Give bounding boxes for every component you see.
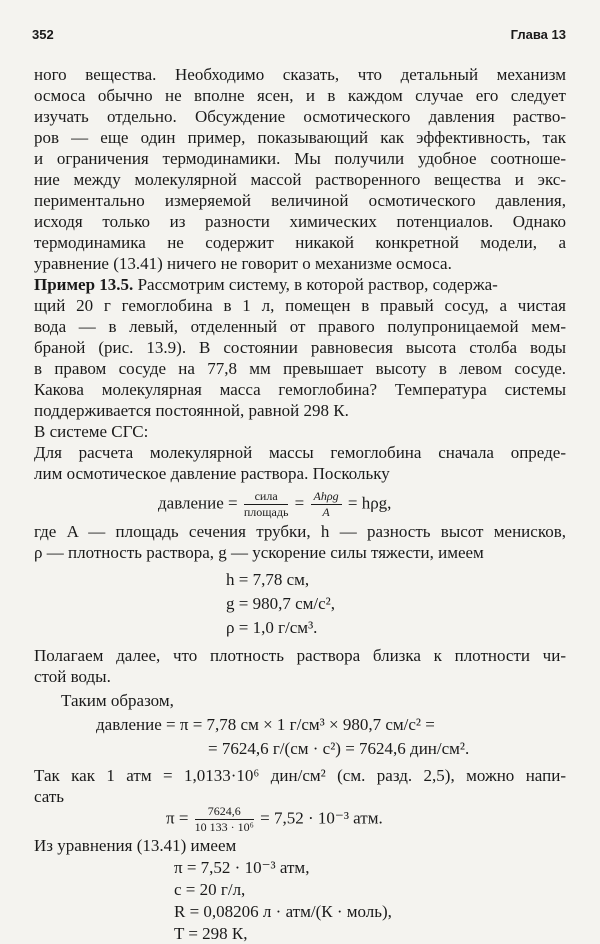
chapter-title: Глава 13 xyxy=(510,27,566,42)
text-line: Какова молекулярная масса гемоглобина? Температура системы xyxy=(34,380,566,399)
text-line: стой воды. xyxy=(34,667,111,686)
text-line: уравнение (13.41) ничего не говорит о механизме осмоса. xyxy=(34,254,452,273)
text-line: Из уравнения (13.41) имеем xyxy=(34,836,237,855)
text-line: Так как 1 атм = 1,0133·10⁶ дин/см² (см. разд. 2,5), можно напи- xyxy=(34,766,566,785)
equation-pressure-result: = 7624,6 г/(см · с²) = 7624,6 дин/см². xyxy=(208,739,470,758)
text-line: в правом сосуде на 77,8 мм превышает высоту в левом сосуде. xyxy=(34,359,566,378)
value-rho: ρ = 1,0 г/см³. xyxy=(226,618,318,637)
value-g: g = 980,7 см/с², xyxy=(226,594,336,613)
value-c: c = 20 г/л, xyxy=(174,880,246,899)
text-line: периментально измеряемой величиной осмотического давления, xyxy=(34,191,566,210)
example-first-line xyxy=(34,274,566,295)
text-line: вода — в левый, отделенный от правого полупроницаемой мем- xyxy=(34,317,566,336)
text-line: поддерживается постоянной, равной 298 К. xyxy=(34,401,349,420)
fraction-pressure-ratio: $\frac{7624,6}{\text{10 133 · 10⁶}}$ xyxy=(194,804,254,834)
fraction-ahrog: $\frac{\text{Ahρg}}{A}$ xyxy=(311,490,342,519)
value-t: T = 298 К, xyxy=(174,924,248,943)
equation-pi-atm: π = $\frac{7624,6}{\text{10 133 · 10⁶}}$ = 7,52 · 10⁻³ атм. xyxy=(166,804,383,834)
text-line: ров — еще один пример, показывающий как эффективность, так xyxy=(34,128,566,147)
value-r: R = 0,08206 л · атм/(К · моль), xyxy=(174,902,392,921)
page-number: 352 xyxy=(32,27,54,42)
text-line: браной (рис. 13.9). В состоянии равновесия высота столба воды xyxy=(34,338,566,357)
text-line: Таким образом, xyxy=(61,691,174,710)
example-text: Рассмотрим систему, в которой раствор, содержа- xyxy=(137,275,498,294)
text-line: щий 20 г гемоглобина в 1 л, помещен в правый сосуд, а чистая xyxy=(34,296,566,315)
text-line: исходя только из разности химических потенциалов. Однако xyxy=(34,212,566,231)
example-label: Пример 13.5. xyxy=(34,275,134,294)
text-line: ние между молекулярной массой растворенного вещества и экс- xyxy=(34,170,566,189)
fraction-force-area: $\frac{\text{сила}}{\text{площадь}}$ xyxy=(243,489,289,519)
text-line: термодинамика не содержит никакой конкретной модели, а xyxy=(34,233,566,252)
equation-pressure-calc: давление = π = 7,78 см × 1 г/см³ × 980,7 см/с² = xyxy=(96,715,435,734)
text-line: ρ — плотность раствора, g — ускорение силы тяжести, имеем xyxy=(34,543,484,562)
text-line: В системе СГС: xyxy=(34,422,149,441)
value-h: h = 7,78 см, xyxy=(226,570,310,589)
text-line: сать xyxy=(34,787,65,806)
text-line: Полагаем далее, что плотность раствора близка к плотности чи- xyxy=(34,646,566,665)
text-line: лим осмотическое давление раствора. Поскольку xyxy=(34,464,390,483)
text-line: изучать отдельно. Обсуждение осмотического давления раство- xyxy=(34,107,566,126)
text-line: и ограничения термодинамики. Мы получили удобное соотноше- xyxy=(34,149,566,168)
text-line: Для расчета молекулярной массы гемоглобина сначала опреде- xyxy=(34,443,566,462)
equation-pressure-definition: давление = $\frac{\text{сила}}{\text{площадь}}$ = $\frac{\text{Ahρg}}{A}$ = hρg, xyxy=(158,489,392,519)
text-line: ного вещества. Необходимо сказать, что детальный механизм xyxy=(34,65,566,84)
text-line: где A — площадь сечения трубки, h — разность высот менисков, xyxy=(34,522,566,541)
value-pi: π = 7,52 · 10⁻³ атм, xyxy=(174,858,310,877)
text-line: осмоса обычно не вполне ясен, и в каждом случае его следует xyxy=(34,86,566,105)
